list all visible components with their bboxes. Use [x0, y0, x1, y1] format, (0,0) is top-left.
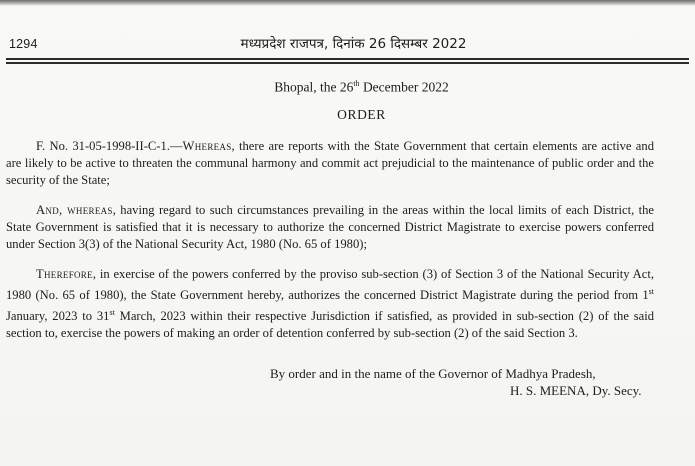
keyword-whereas: Whereas: [182, 139, 232, 153]
paragraph-therefore-body-a: , in exercise of the powers conferred by the proviso sub-section (3) of Section 3 of the National Security Act, 1980 (No. 65 of 1980), the State Government hereby, authorizes the concerned District Magistrate during the period from 1: [6, 267, 654, 303]
header-rule-top: [6, 58, 689, 60]
gazette-title: मध्यप्रदेश राजपत्र, दिनांक 26 दिसम्बर 2022: [240, 36, 467, 52]
signature-name-line: H. S. MEENA, Dy. Secy.: [510, 383, 642, 398]
paragraph-and-whereas: [6, 202, 654, 253]
place-date-prefix: Bhopal, the 26: [274, 79, 354, 95]
order-heading: ORDER: [337, 107, 386, 122]
paragraph-whereas-body: , there are reports with the State Government that certain elements are active and are likely to be active to threaten the communal harmony and commit act prejudicial to the maintenance of public order and the security of the State;: [6, 139, 654, 187]
file-number: F. No. 31-05-1998-II-C-1.—: [36, 139, 183, 153]
scan-edge: [0, 0, 695, 6]
sup-first: st: [648, 287, 654, 296]
sup-thirty-first: st: [109, 308, 115, 318]
signature-authority-line: By order and in the name of the Governor of Madhya Pradesh,: [270, 366, 596, 381]
keyword-therefore: Therefore: [36, 267, 93, 281]
paragraph-therefore: [6, 266, 654, 342]
paragraph-therefore-body-b: January, 2023 to 31: [6, 309, 110, 324]
page-number: 1294: [9, 37, 38, 51]
place-date-rest: December 2022: [359, 79, 449, 95]
paragraph-and-whereas-body: , having regard to such circumstances prevailing in the areas within the local limits of each District, the State Government is satisfied that it is necessary to authorize the concerned District Magistrate to exercise powers conferred under Section 3(3) of the National Security Act, 1980 (No. 65 of 1980);: [6, 203, 654, 251]
page-header: [0, 34, 695, 54]
place-date-sup: th: [353, 79, 360, 88]
place-date: [0, 79, 695, 96]
paragraph-therefore-body-c: March, 2023 within their respective Jurisdiction if satisfied, as provided in sub-section (2) of the said section to, exercise the powers of making an order of detention conferred by sub-section (2) of the said Section 3.: [6, 309, 654, 341]
paragraph-whereas: [6, 138, 654, 189]
keyword-and-whereas: And, whereas: [36, 203, 113, 217]
header-rule-bottom: [6, 62, 689, 64]
